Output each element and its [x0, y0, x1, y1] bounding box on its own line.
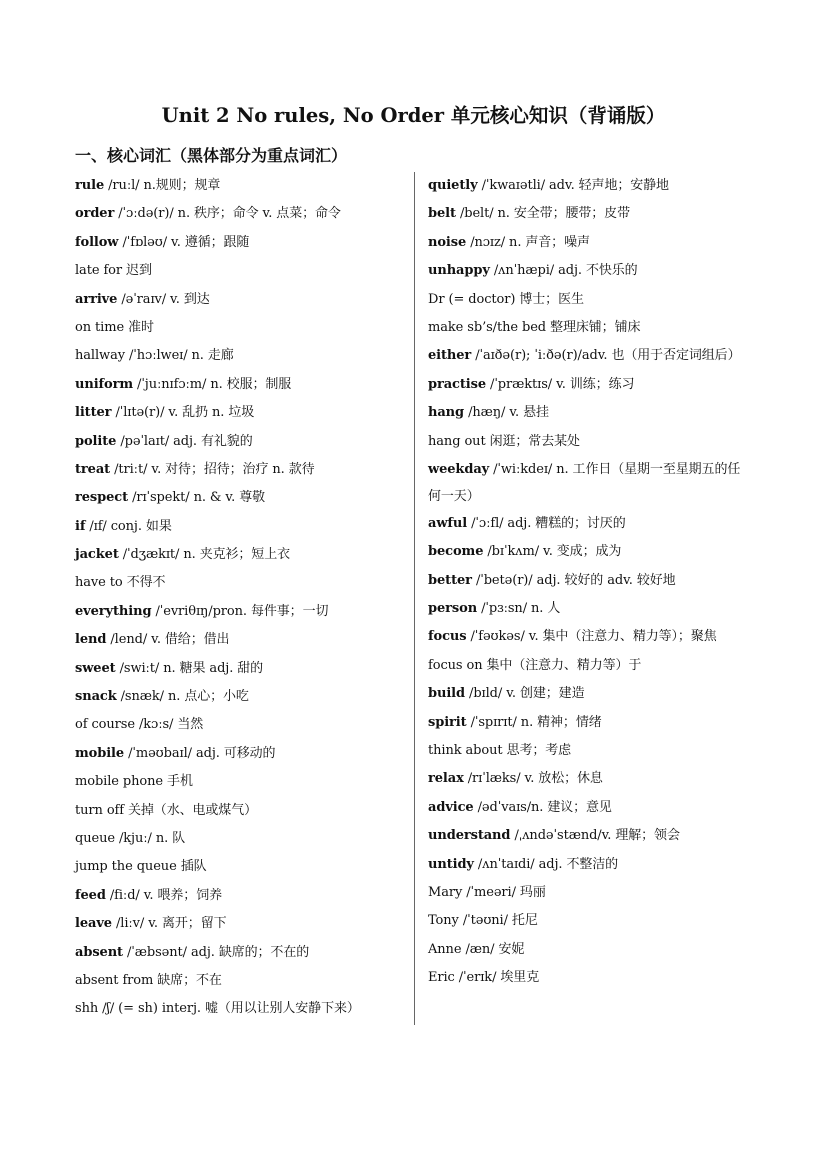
- vocab-definition: /ˈpɜːsn/ n. 人: [477, 601, 561, 617]
- vocab-definition: 集中（注意力、精力等）于: [482, 657, 642, 673]
- vocab-word: hallway: [75, 348, 125, 364]
- vocab-word: awful: [428, 515, 468, 531]
- vocab-entry: [428, 314, 758, 342]
- vocab-entry: [428, 652, 758, 680]
- page-title: Unit 2 No rules, No Order 单元核心知识（背诵版）: [161, 104, 666, 127]
- vocab-entry: [428, 680, 758, 708]
- vocab-entry: [75, 286, 405, 314]
- vocab-word: build: [428, 686, 466, 702]
- vocab-entry: [75, 399, 405, 427]
- vocab-word: if: [75, 518, 86, 534]
- vocab-definition: 博士；医生: [515, 291, 584, 307]
- vocab-definition: /ˈæbsənt/ adj. 缺席的；不在的: [122, 944, 310, 960]
- vocab-entry: [428, 342, 758, 370]
- vocab-word: Dr (= doctor): [428, 291, 516, 307]
- vocab-definition: /ruːl/ n.规则；规章: [104, 178, 221, 193]
- vocab-entry: [75, 257, 405, 285]
- vocab-definition: /ˌʌndəˈstænd/v. 理解；领会: [510, 828, 680, 844]
- vocab-entry: [428, 822, 758, 850]
- vocab-word: quietly: [428, 178, 478, 193]
- vocab-entry: [75, 541, 405, 569]
- column-divider: [414, 172, 415, 1025]
- vocab-definition: /ɪf/ conj. 如果: [85, 518, 172, 534]
- vocab-definition: /æn/ 安妮: [461, 941, 525, 957]
- vocab-word: practise: [428, 376, 487, 392]
- vocab-entry: [75, 655, 405, 683]
- vocab-entry: [428, 794, 758, 822]
- vocab-word: feed: [75, 887, 106, 903]
- vocab-word: order: [75, 206, 115, 222]
- vocab-word: leave: [75, 916, 112, 932]
- vocab-entry: [428, 623, 758, 651]
- vocab-definition: 整理床铺；铺床: [546, 319, 641, 335]
- vocab-word: Tony: [428, 913, 459, 929]
- vocab-entry: [75, 314, 405, 342]
- vocab-definition: /ˈaɪðə(r); ˈiːðə(r)/adv. 也（用于否定词组后）: [471, 348, 741, 364]
- vocab-word: follow: [75, 234, 119, 250]
- vocab-definition: 关掉（水、电或煤气）: [123, 802, 258, 818]
- vocab-entry: [75, 882, 405, 910]
- vocab-definition: /bɪld/ v. 创建；建造: [465, 686, 585, 702]
- vocab-definition: /rɪˈlæks/ v. 放松；休息: [463, 771, 603, 787]
- vocab-definition: /hæŋ/ v. 悬挂: [464, 405, 549, 421]
- vocab-entry: [428, 456, 758, 510]
- vocab-entry: [428, 172, 758, 200]
- vocab-definition: /ˈhɔːlweɪ/ n. 走廊: [124, 348, 234, 364]
- vocab-word: belt: [428, 206, 456, 222]
- vocab-definition: /ˈkwaɪətli/ adv. 轻声地；安静地: [477, 178, 669, 193]
- vocab-definition: /ˈbetə(r)/ adj. 较好的 adv. 较好地: [471, 572, 676, 588]
- vocab-word: person: [428, 601, 478, 617]
- vocab-word: treat: [75, 461, 111, 477]
- vocab-definition: /triːt/ v. 对待；招待；治疗 n. 款待: [110, 461, 315, 477]
- vocab-definition: /ˈevriθɪŋ/pron. 每件事；一切: [151, 603, 329, 619]
- vocab-word: better: [428, 572, 472, 588]
- vocab-definition: 手机: [163, 774, 193, 790]
- vocab-entry: [428, 200, 758, 228]
- vocab-definition: /nɔɪz/ n. 声音；噪声: [466, 234, 590, 250]
- vocab-word: everything: [75, 603, 152, 619]
- vocab-entry: [428, 428, 758, 456]
- vocab-word: respect: [75, 490, 129, 506]
- vocab-word: on time: [75, 319, 125, 335]
- vocab-word: hang out: [428, 433, 486, 449]
- vocab-word: sweet: [75, 660, 116, 676]
- vocab-entry: [428, 907, 758, 935]
- vocab-word: Mary: [428, 884, 463, 900]
- vocab-definition: /ʌnˈhæpi/ adj. 不快乐的: [489, 263, 638, 279]
- vocab-definition: /kɔːs/ 当然: [134, 717, 204, 733]
- vocab-definition: /ʌnˈtaɪdi/ adj. 不整洁的: [473, 856, 619, 872]
- vocab-entry: [75, 229, 405, 257]
- vocab-word: make sb’s/the bed: [428, 319, 547, 335]
- vocab-definition: 不得不: [122, 575, 166, 591]
- vocab-entry: [428, 765, 758, 793]
- vocab-entry: [75, 484, 405, 512]
- vocab-entry: [428, 371, 758, 399]
- vocab-definition: /fiːd/ v. 喂养；饲养: [105, 887, 222, 903]
- vocab-definition: 准时: [124, 319, 154, 335]
- vocab-entry: [428, 567, 758, 595]
- vocab-entry: [428, 257, 758, 285]
- vocab-definition: /ˈɔːdə(r)/ n. 秩序；命令 v. 点菜；命令: [114, 206, 341, 222]
- vocab-definition: /liːv/ v. 离开；留下: [111, 916, 227, 932]
- vocab-word: advice: [428, 799, 474, 815]
- vocab-word: late for: [75, 263, 123, 279]
- vocab-definition: /ˈjuːnɪfɔːm/ n. 校服；制服: [133, 376, 292, 392]
- vocab-word: mobile phone: [75, 774, 164, 790]
- vocab-definition: /ˈfɒləʊ/ v. 遵循；跟随: [118, 234, 250, 250]
- vocab-entry: [75, 598, 405, 626]
- vocab-entry: [75, 428, 405, 456]
- vocab-entry: [75, 513, 405, 541]
- right-vocab-column: [428, 172, 758, 993]
- vocab-word: jump the queue: [75, 859, 177, 875]
- vocab-word: Anne: [428, 941, 462, 957]
- vocab-entry: [75, 711, 405, 739]
- vocab-entry: [428, 879, 758, 907]
- vocab-definition: /kjuː/ n. 队: [114, 830, 186, 846]
- vocab-entry: [75, 768, 405, 796]
- vocab-entry: [75, 683, 405, 711]
- vocab-entry: [75, 853, 405, 881]
- vocab-definition: /ˈtəʊni/ 托尼: [458, 913, 538, 929]
- vocab-definition: /belt/ n. 安全带；腰带；皮带: [455, 206, 630, 222]
- vocab-definition: /ˈɔːfl/ adj. 糟糕的；讨厌的: [467, 515, 626, 531]
- vocab-word: mobile: [75, 745, 125, 761]
- vocab-word: hang: [428, 405, 465, 421]
- vocab-definition-continued: 何一天）: [428, 488, 480, 504]
- vocab-definition: /ˈerɪk/ 埃里克: [454, 970, 540, 986]
- vocab-definition: /ˈdʒækɪt/ n. 夹克衫；短上衣: [118, 547, 291, 563]
- vocab-entry: [428, 286, 758, 314]
- vocab-entry: [428, 851, 758, 879]
- vocab-word: become: [428, 544, 484, 560]
- vocab-word: focus on: [428, 657, 483, 673]
- vocab-entry: [75, 626, 405, 654]
- vocab-entry: [75, 371, 405, 399]
- vocab-definition: /pəˈlaɪt/ adj. 有礼貌的: [116, 433, 253, 449]
- vocab-word: of course: [75, 717, 135, 733]
- vocab-word: unhappy: [428, 263, 490, 279]
- vocab-entry: [428, 595, 758, 623]
- vocab-word: lend: [75, 632, 107, 648]
- section-heading: 一、核心词汇（黑体部分为重点词汇）: [75, 146, 348, 165]
- vocab-word: focus: [428, 629, 467, 645]
- vocab-definition: /ədˈvaɪs/n. 建议；意见: [473, 799, 612, 815]
- vocab-word: jacket: [75, 547, 119, 563]
- vocab-definition: /ˈfəʊkəs/ v. 集中（注意力、精力等）；聚焦: [466, 629, 717, 645]
- left-vocab-column: [75, 172, 405, 1024]
- vocab-word: untidy: [428, 856, 474, 872]
- vocab-entry: [428, 737, 758, 765]
- vocab-word: think about: [428, 743, 503, 759]
- vocab-definition: /snæk/ n. 点心；小吃: [116, 689, 249, 705]
- vocab-entry: [428, 538, 758, 566]
- vocab-definition: 缺席；不在: [153, 972, 222, 988]
- vocab-definition: /swiːt/ n. 糖果 adj. 甜的: [115, 660, 264, 676]
- vocab-entry: [428, 709, 758, 737]
- vocab-word: absent: [75, 944, 123, 960]
- vocab-word: snack: [75, 689, 117, 705]
- vocab-definition: /lend/ v. 借给；借出: [106, 632, 230, 648]
- vocab-entry: [75, 456, 405, 484]
- vocab-definition: /ˈspɪrɪt/ n. 精神；情绪: [466, 714, 602, 730]
- vocab-entry: [428, 399, 758, 427]
- vocab-definition: /bɪˈkʌm/ v. 变成；成为: [483, 544, 622, 560]
- vocab-word: either: [428, 348, 472, 364]
- vocab-word: litter: [75, 405, 112, 421]
- vocab-definition: /ˈwiːkdeɪ/ n. 工作日（星期一至星期五的任: [489, 461, 741, 477]
- vocab-entry: [75, 910, 405, 938]
- vocab-word: spirit: [428, 714, 467, 730]
- vocab-entry: [75, 342, 405, 370]
- vocab-definition: /əˈraɪv/ v. 到达: [117, 291, 210, 307]
- vocab-entry: [75, 740, 405, 768]
- vocab-entry: [428, 510, 758, 538]
- vocab-entry: [75, 967, 405, 995]
- vocab-definition: /ˈlɪtə(r)/ v. 乱扔 n. 垃圾: [111, 405, 255, 421]
- vocab-entry: [75, 939, 405, 967]
- vocab-word: absent from: [75, 972, 154, 988]
- vocab-definition: /ˈmeəri/ 玛丽: [462, 884, 546, 900]
- vocab-entry: [428, 936, 758, 964]
- vocab-entry: [428, 229, 758, 257]
- vocab-word: arrive: [75, 291, 118, 307]
- vocab-word: uniform: [75, 376, 134, 392]
- vocab-entry: [428, 964, 758, 992]
- vocab-definition: 迟到: [122, 263, 152, 279]
- vocab-entry: [75, 797, 405, 825]
- vocab-entry: [75, 995, 405, 1023]
- vocab-word: turn off: [75, 802, 124, 818]
- vocab-definition: /ˈməʊbaɪl/ adj. 可移动的: [124, 745, 276, 761]
- vocab-word: Eric: [428, 970, 455, 986]
- vocab-entry: [75, 569, 405, 597]
- vocab-word: queue: [75, 830, 115, 846]
- vocab-definition: 思考；考虑: [502, 743, 572, 759]
- vocab-definition: /ˈpræktɪs/ v. 训练；练习: [486, 376, 635, 392]
- vocab-word: noise: [428, 234, 467, 250]
- vocab-entry: [75, 172, 405, 200]
- vocab-definition: /rɪˈspekt/ n. & v. 尊敬: [128, 490, 265, 506]
- vocab-entry: [75, 825, 405, 853]
- vocab-definition: /ʃ/ (= sh) interj. 嘘（用以让别人安静下来）: [98, 1001, 360, 1017]
- vocab-word: understand: [428, 828, 511, 844]
- vocab-definition: 插队: [176, 859, 207, 875]
- vocab-definition: 闲逛；常去某处: [485, 433, 580, 449]
- vocab-word: shh: [75, 1001, 99, 1017]
- vocab-word: have to: [75, 575, 123, 591]
- vocab-word: polite: [75, 433, 117, 449]
- vocab-word: relax: [428, 771, 464, 787]
- vocab-word: rule: [75, 178, 105, 193]
- vocab-entry: [75, 200, 405, 228]
- vocab-word: weekday: [428, 461, 490, 477]
